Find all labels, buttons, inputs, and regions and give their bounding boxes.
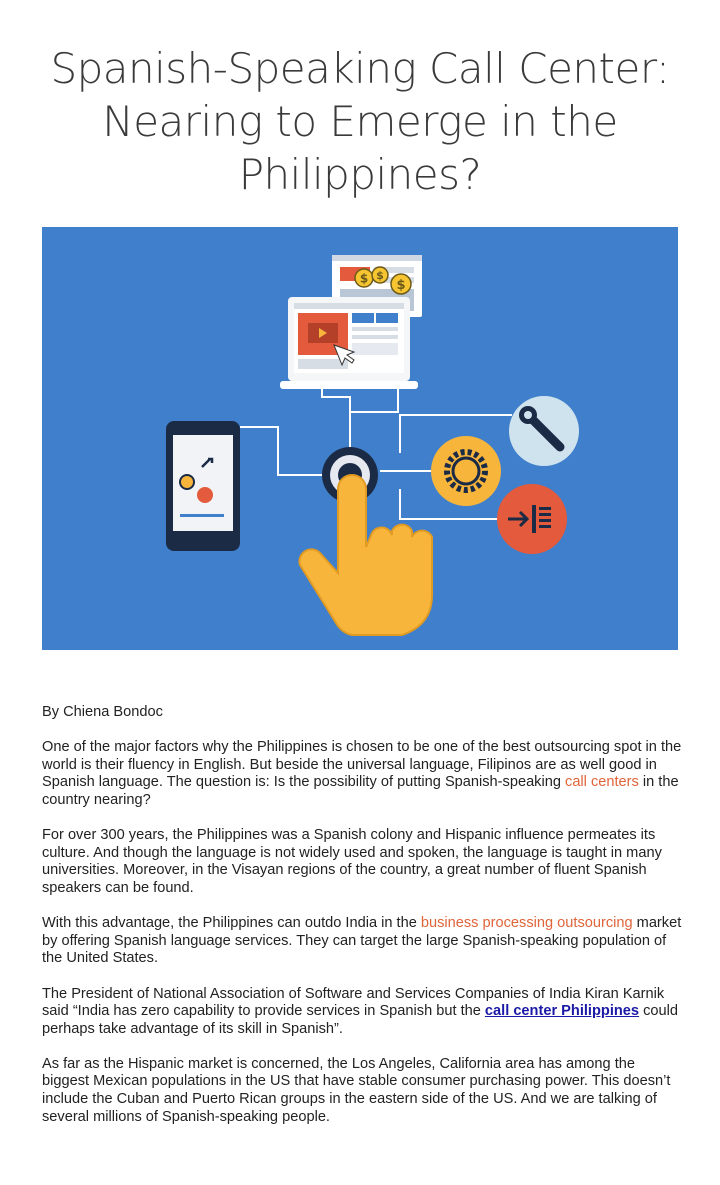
paragraph-4: The President of National Association of Software and Services Companies of India Kiran Karnik said “India has zero capability to provide services in Spanish but the call center Philippines could perhaps take advantage of its skill in Spanish”. (42, 985, 678, 1037)
phone-icon (166, 421, 240, 551)
business-processing-outsourcing-link[interactable]: business processing outsourcing (420, 915, 633, 932)
svg-text:$: $ (359, 271, 369, 286)
paragraph-3: With this advantage, the Philippines can outdo India in the business processing outsourcing market by offering Spanish language services. They can target the large Spanish-speaking population of the United States. (42, 915, 682, 967)
call-centers-link[interactable]: call centers (565, 774, 639, 791)
svg-text:$: $ (376, 269, 384, 282)
article-body (42, 704, 682, 1144)
arrow-icon (497, 484, 567, 554)
svg-text:$: $ (396, 278, 406, 293)
paragraph-1: One of the major factors why the Philippines is chosen to be one of the best outsourcing spot in the world is their fluency in English. But beside the universal language, Filipinos are as well good in Spanish language. The question is: Is the possibility of putting Spanish-speaking call centers in the country nearing? (42, 739, 682, 808)
author-byline: By Chiena Bondoc (42, 704, 163, 720)
wrench-icon (509, 396, 579, 466)
paragraph-5: As far as the Hispanic market is concerned, the Los Angeles, California area has among the biggest Mexican populations in the US that have stable consumer purchasing power. This doesn’t include the Cuban and Puerto Rican groups in the eastern side of the US. And we are talking of several millions of Spanish-speaking people. (42, 1055, 671, 1125)
call-center-philippines-link[interactable]: call center Philippines (484, 1003, 640, 1020)
page-title: Spanish-Speaking Call Center: Nearing to Emerge in the Philippines? (50, 44, 670, 199)
paragraph-2: For over 300 years, the Philippines was a Spanish colony and Hispanic influence permeates its culture. And though the language is not widely used and spoken, the language is taught in many universities. Moreover, in the Visayan regions of the country, a great number of fluent Spanish speakers can be found. (42, 827, 662, 896)
laptop-icon (280, 297, 418, 389)
gear-icon (431, 436, 501, 506)
hand-pointer-icon (299, 475, 432, 635)
hero-illustration (42, 227, 678, 650)
